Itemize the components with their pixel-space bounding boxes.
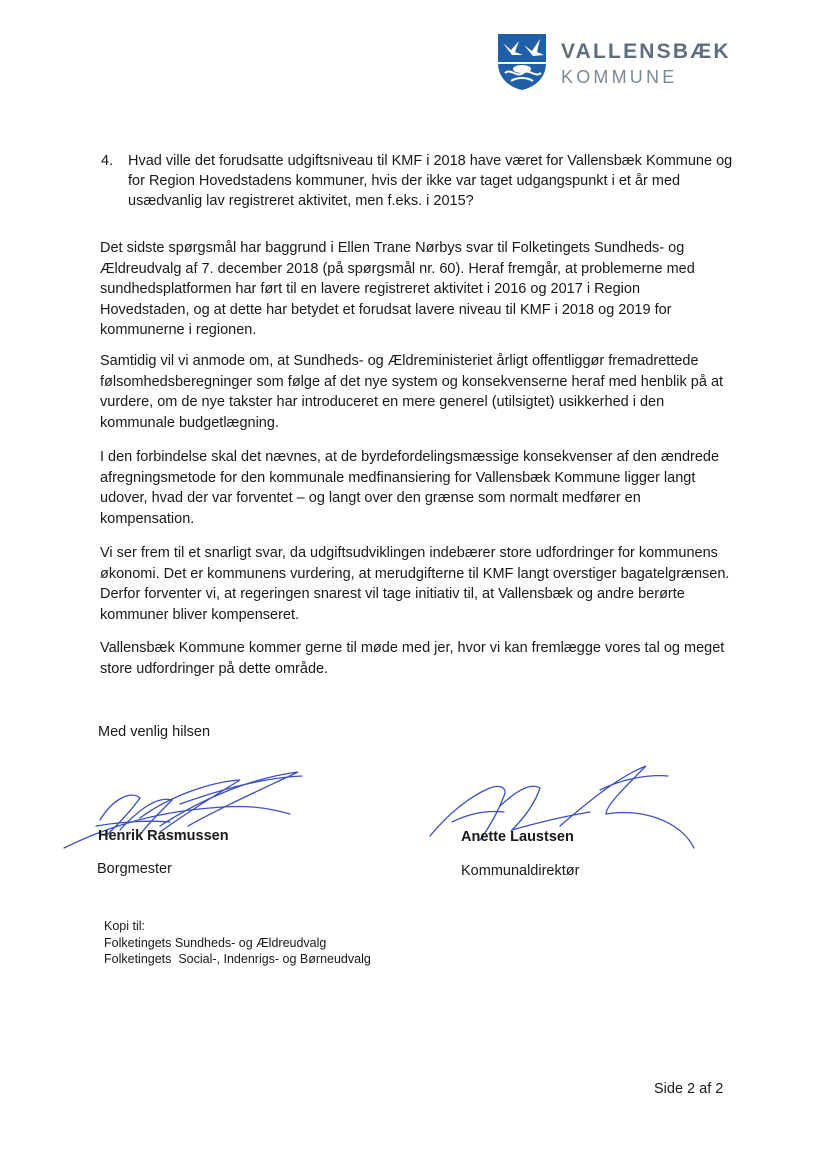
paragraph: Vi ser frem til et snarligt svar, da udgiftsudviklingen indebærer store udfordringer for kommunens økonomi. Det er kommunens vurdering, at merudgifterne til KMF langt overstiger bagatelgrænsen. Derfor forventer vi, at regeringen snarest vil tage initiativ til, at Vallensbæk og andre berørte kommuner bliver kompenseret. xyxy=(100,545,730,623)
municipality-logo xyxy=(497,33,737,93)
paragraph: I den forbindelse skal det nævnes, at de byrdefordelingsmæssige konsekvenser af den ændrede afregningsmetode for den kommunale medfinansiering for Vallensbæk Kommune ligger langt udover, hvad der var forventet – og langt over den grænse som normalt medfører en kompensation. xyxy=(100,449,720,527)
question-text: Hvad ville det forudsatte udgiftsniveau til KMF i 2018 have været for Vallensbæk Kommune og for Region Hovedstadens kommuner, hvis der ikke var taget udgangspunkt i et år med usædvanlig lav registreret aktivitet, men f.eks. i 2015? xyxy=(128,153,733,209)
logo-name: VALLENSBÆK xyxy=(561,40,731,63)
coat-of-arms-icon xyxy=(497,33,547,91)
copy-recipient: Folketingets Social-, Indenrigs- og Børneudvalg xyxy=(104,952,371,966)
numbered-question xyxy=(101,151,741,211)
copy-recipients xyxy=(104,918,371,968)
signer-title: Kommunaldirektør xyxy=(461,863,580,879)
paragraph: Samtidig vil vi anmode om, at Sundheds- og Ældreministeriet årligt offentliggør fremadrettede følsomhedsberegninger som følge af det nye system og konsekvenserne heraf med henblik på at vurdere, om de nye takster har introduceret en mere generel (utilsigtet) usikkerhed i den kommunale budgetlægning. xyxy=(100,353,724,431)
signer-title: Borgmester xyxy=(97,861,172,877)
signer-name: Anette Laustsen xyxy=(461,829,574,845)
copy-recipient: Folketingets Sundheds- og Ældreudvalg xyxy=(104,935,327,950)
logo-subtitle: KOMMUNE xyxy=(561,67,678,87)
question-number: 4. xyxy=(101,153,114,169)
copy-label: Kopi til: xyxy=(104,919,145,933)
signer-name: Henrik Rasmussen xyxy=(98,828,229,844)
closing-greeting: Med venlig hilsen xyxy=(98,724,211,740)
page-number: Side 2 af 2 xyxy=(654,1081,724,1097)
paragraph: Vallensbæk Kommune kommer gerne til møde med jer, hvor vi kan fremlægge vores tal og meget store udfordringer på dette område. xyxy=(100,640,725,677)
paragraph: Det sidste spørgsmål har baggrund i Ellen Trane Nørbys svar til Folketingets Sundheds- og Ældreudvalg af 7. december 2018 (på spørgsmål nr. 60). Heraf fremgår, at problemerne med sundhedsplatformen har ført til en lavere registreret aktivitet i 2016 og 2017 i Region Hovedstaden, og at dette har betydet et forudsat lavere niveau til KMF i 2018 og 2019 for kommunerne i regionen. xyxy=(100,240,695,338)
